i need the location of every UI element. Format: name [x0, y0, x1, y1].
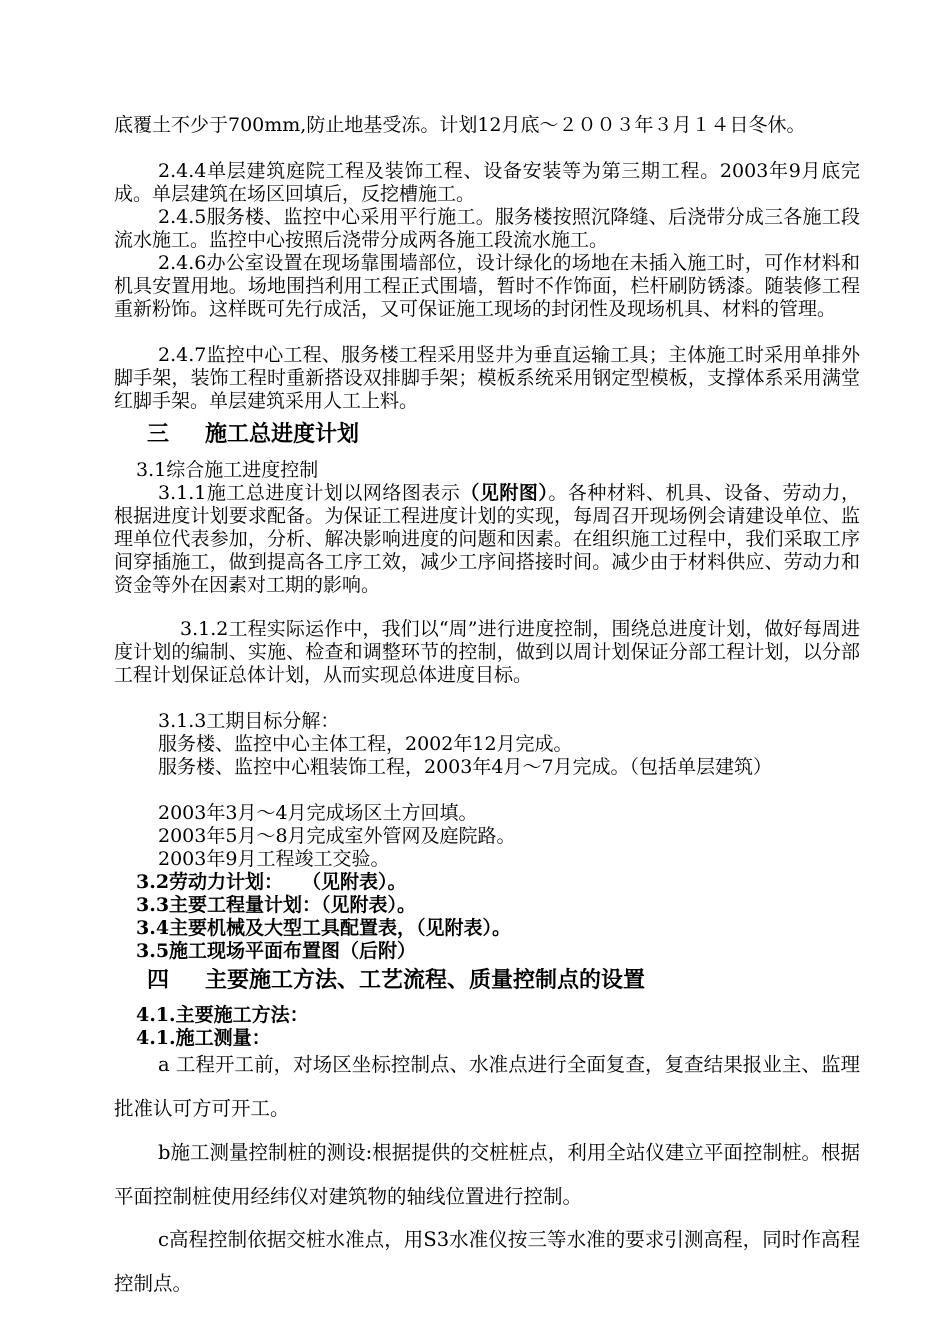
subsection-3-3: 3.3主要工程量计划：（见附表）。 [136, 894, 417, 916]
goal-item-5: 2003年9月工程竣工交验。 [158, 848, 390, 870]
paragraph-survey-c: c高程控制依据交桩水准点，用S3水准仪按三等水准的要求引测高程，同时作高程控制点。 [114, 1228, 860, 1295]
section-number: 四 [147, 967, 170, 993]
subsection-3-1: 3.1综合施工进度控制 [136, 459, 319, 481]
paragraph-2-4-4: 2.4.4单层建筑庭院工程及装饰工程、设备安装等为第三期工程。2003年9月底完成。单层建筑在场区回填后，反挖槽施工。 [114, 160, 860, 205]
paragraph-2-4-7: 2.4.7监控中心工程、服务楼工程采用竖井为垂直运输工具；主体施工时采用单排外脚手架，装饰工程时重新搭设双排脚手架；模板系统采用钢定型模板，支撑体系采用满堂红脚手架。单层建筑采用人工上料。 [114, 344, 860, 412]
goal-item-3: 2003年3月～4月完成场区土方回填。 [158, 802, 478, 824]
paragraph-winter: 底覆土不少于700mm,防止地基受冻。计划12月底～２００３年３月１４日冬休。 [114, 114, 806, 136]
see-attached-figure: （见附图） [460, 482, 549, 504]
paragraph-3-1-1 [114, 482, 860, 597]
paragraph-3-1-2: 3.1.2工程实际运作中，我们以“周”进行进度控制，围绕总进度计划，做好每周进度计划的编制、实施、检查和调整环节的控制，做到以周计划保证分部工程计划，以分部工程计划保证总体计划，从而实现总体进度目标。 [114, 618, 860, 686]
section-title: 施工总进度计划 [205, 421, 360, 447]
paragraph-2-4-5: 2.4.5服务楼、监控中心采用平行施工。服务楼按照沉降缝、后浇带分成三各施工段流水施工。监控中心按照后浇带分成两各施工段流水施工。 [114, 206, 860, 251]
section-number: 三 [147, 421, 170, 447]
subsection-3-5: 3.5施工现场平面布置图（后附） [136, 940, 417, 962]
goal-item-1: 服务楼、监控中心主体工程，2002年12月完成。 [158, 733, 573, 755]
subsection-4-1-survey: 4.1.施工测量： [136, 1027, 271, 1049]
paragraph-3-1-3: 3.1.3工期目标分解： [158, 710, 340, 732]
goal-item-4: 2003年5月～8月完成室外管网及庭院路。 [158, 825, 516, 847]
paragraph-3-1-1-body: 。各种材料、机具、设备、劳动力，根据进度计划要求配备。为保证工程进度计划的实现，每周召开现场例会请建设单位、监理单位代表参加，分析、解决影响进度的问题和因素。在组织施工过程中，我们采取工序间穿插施工，做到提高各工序工效，减少工序间搭接时间。减少由于材料供应、劳动力和资金等外在因素对工期的影响。 [114, 482, 860, 596]
section-heading-four [147, 966, 645, 994]
subsection-3-4: 3.4主要机械及大型工具配置表，（见附表）。 [136, 917, 512, 939]
paragraph-survey-a: a 工程开工前，对场区坐标控制点、水准点进行全面复查，复查结果报业主、监理批准认可方可开工。 [114, 1053, 860, 1120]
paragraph-2-4-6: 2.4.6办公室设置在现场靠围墙部位，设计绿化的场地在未插入施工时，可作材料和机具安置用地。场地围挡利用工程正式围墙，暂时不作饰面，栏杆刷防锈漆。随装修工程重新粉饰。这样既可先行成活，又可保证施工现场的封闭性及现场机具、材料的管理。 [114, 252, 860, 320]
paragraph-3-1-1-lead: 3.1.1施工总进度计划以网络图表示 [158, 482, 461, 504]
subsection-4-1-methods: 4.1.主要施工方法： [136, 1004, 309, 1026]
subsection-3-2: 3.2劳动力计划： （见附表）。 [136, 871, 407, 893]
section-title: 主要施工方法、工艺流程、质量控制点的设置 [205, 967, 646, 993]
paragraph-survey-b: b施工测量控制桩的测设:根据提供的交桩桩点，利用全站仪建立平面控制桩。根据平面控制桩使用经纬仪对建筑物的轴线位置进行控制。 [114, 1141, 860, 1208]
section-heading-three [147, 420, 359, 448]
goal-item-2: 服务楼、监控中心粗装饰工程，2003年4月～7月完成。（包括单层建筑） [158, 756, 773, 778]
